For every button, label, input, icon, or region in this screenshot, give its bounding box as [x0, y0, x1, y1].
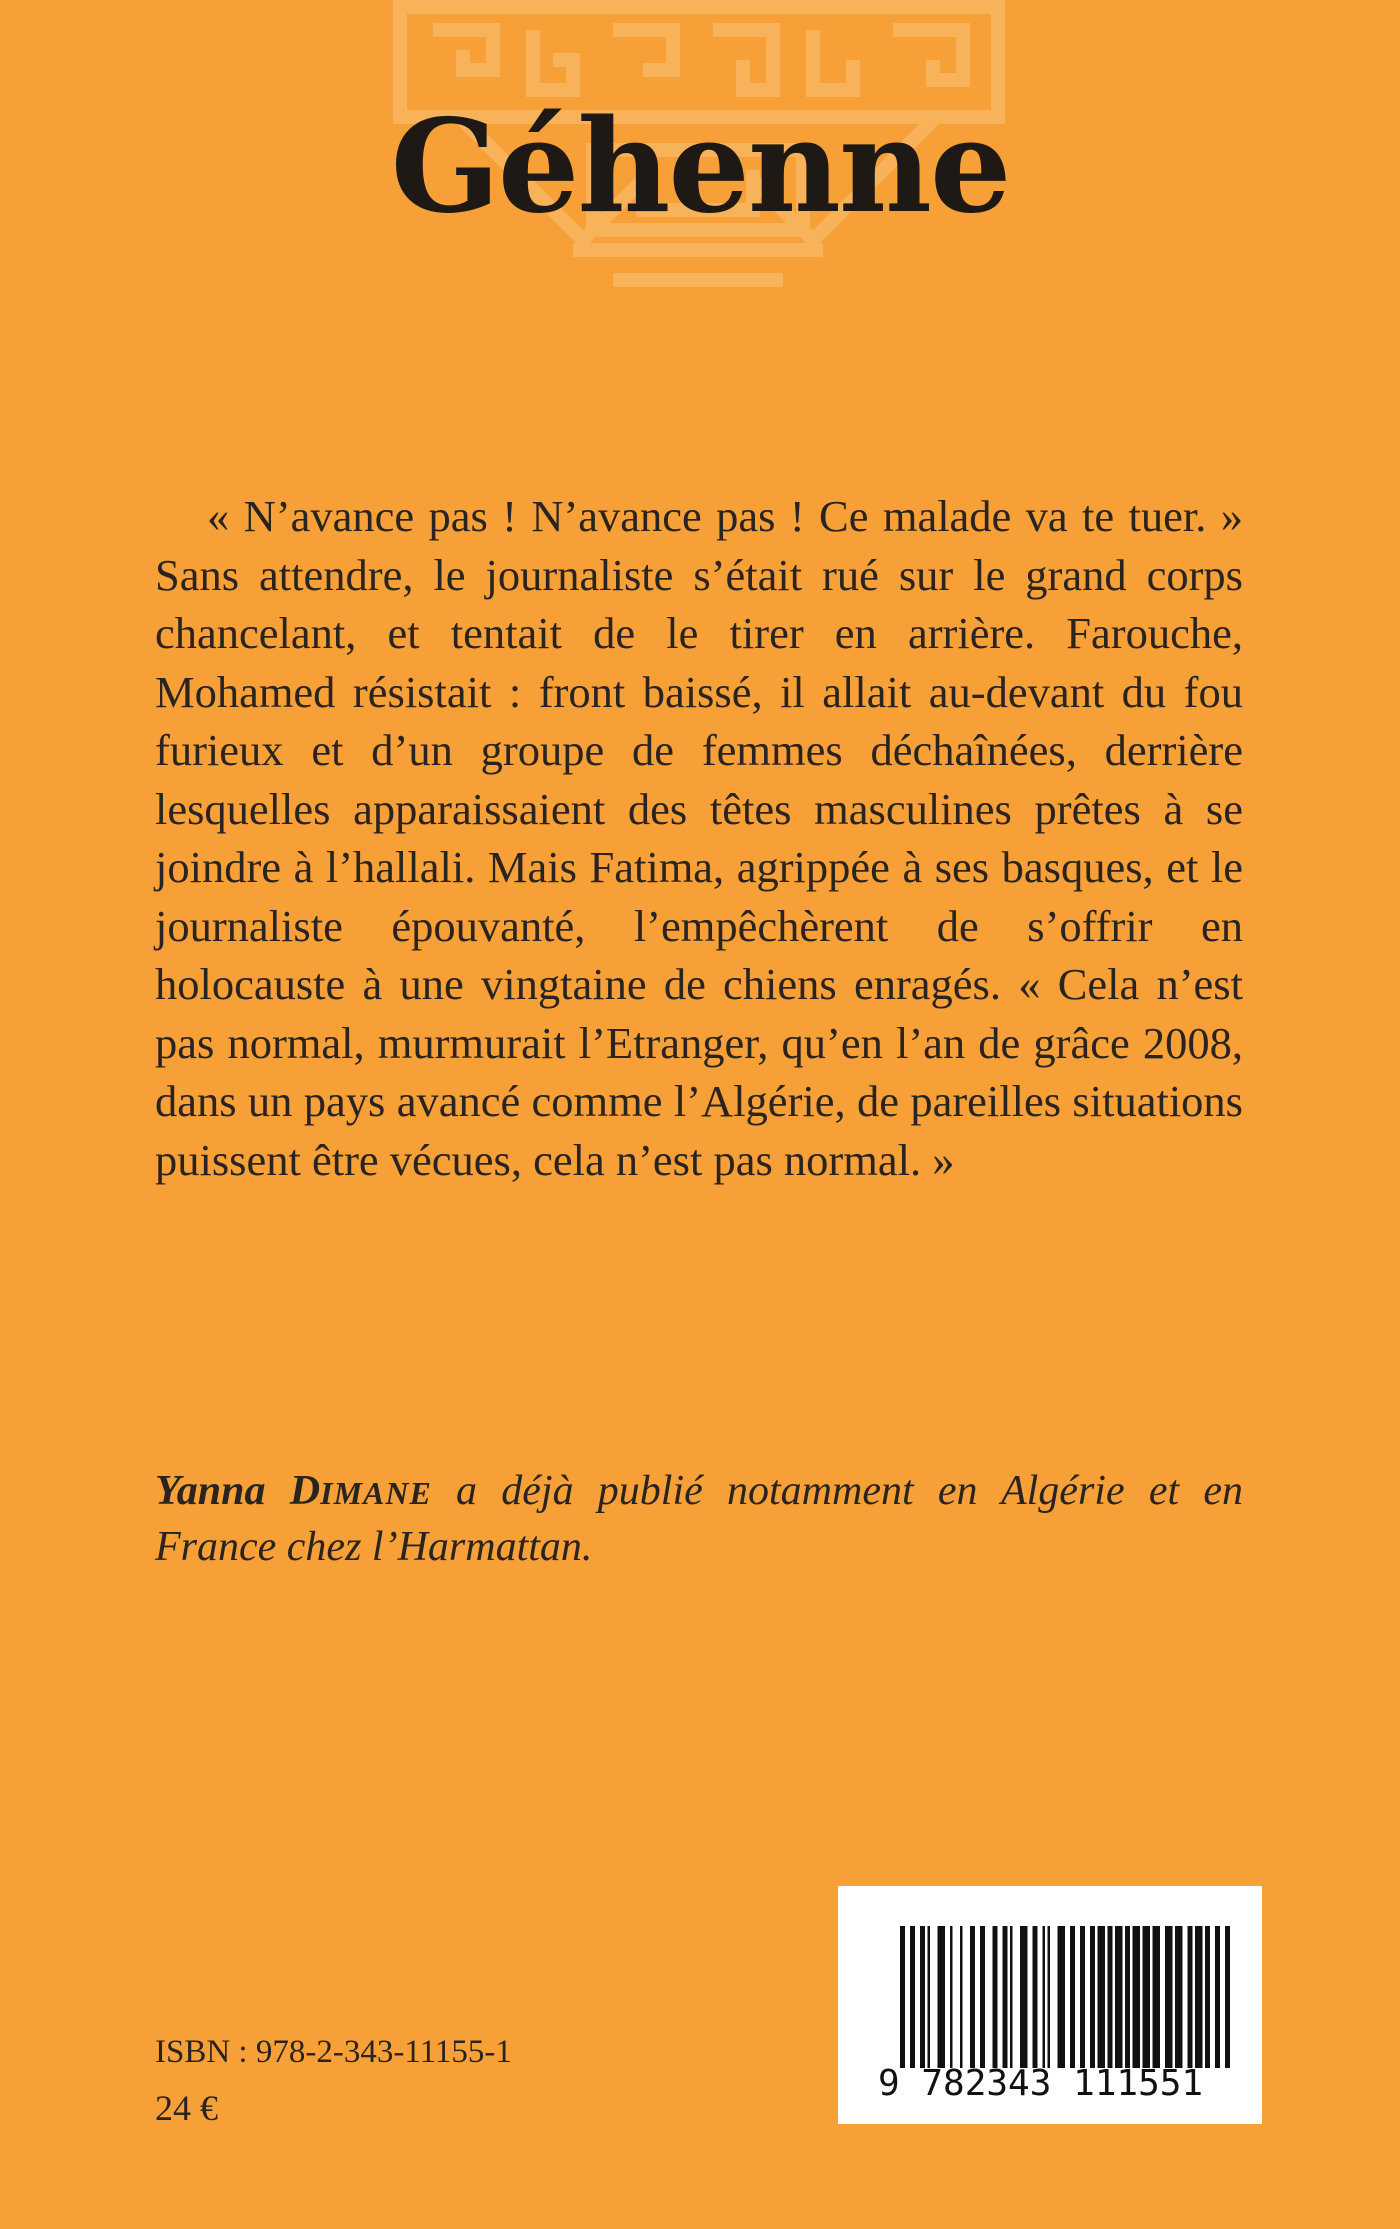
barcode-bar: [1108, 1926, 1113, 2068]
barcode-bar: [1165, 1926, 1173, 2068]
barcode-bar: [1003, 1926, 1008, 2068]
barcode-bar: [1188, 1926, 1193, 2068]
barcode-bar: [1125, 1926, 1130, 2068]
barcode-bar: [1115, 1926, 1123, 2068]
author-note: [155, 1464, 1243, 1574]
barcode-bar: [1205, 1926, 1210, 2068]
barcode-bar: [1058, 1926, 1066, 2068]
barcode-bar: [970, 1926, 975, 2068]
barcode-bar: [1033, 1926, 1038, 2068]
barcode-bar: [960, 1926, 963, 2068]
barcode-bar: [1070, 1926, 1075, 2068]
back-cover-blurb: [155, 487, 1243, 1189]
isbn-label: ISBN : 978-2-343-11155-1: [155, 2034, 512, 2070]
barcode-bar: [1098, 1926, 1106, 2068]
barcode-bar: [1010, 1926, 1013, 2068]
barcode-bar: [1175, 1926, 1183, 2068]
barcode-bar: [1143, 1926, 1151, 2068]
barcode-bar: [1090, 1926, 1095, 2068]
barcode-bar: [910, 1926, 915, 2068]
barcode-bar: [900, 1926, 905, 2068]
barcode-bar: [938, 1926, 946, 2068]
barcode-bar: [1080, 1926, 1085, 2068]
barcode-bar: [1225, 1926, 1230, 2068]
barcode-bar: [1195, 1926, 1203, 2068]
barcode-bar: [920, 1926, 925, 2068]
barcode-bar: [1153, 1926, 1161, 2068]
barcode-bar: [1043, 1926, 1046, 2068]
barcode-bar: [950, 1926, 953, 2068]
barcode-bar: [1133, 1926, 1141, 2068]
book-title: Géhenne: [390, 92, 1010, 242]
barcode-bar: [1048, 1926, 1051, 2068]
barcode-bar: [928, 1926, 931, 2068]
barcode-bar: [993, 1926, 998, 2068]
barcode-bar: [1215, 1926, 1220, 2068]
barcode: [838, 1886, 1262, 2124]
author-first-name: Yanna: [155, 1468, 266, 1514]
barcode-digits: 9 782343 111551: [878, 2063, 1204, 2104]
barcode-bar: [1020, 1926, 1028, 2068]
barcode-bar: [980, 1926, 985, 2068]
author-last-name-rest: IMANE: [320, 1475, 432, 1511]
author-bio: a déjà publié notamment en Algérie et en France chez l’Harmattan.: [155, 1468, 1244, 1570]
author-last-name-initial: D: [289, 1468, 321, 1514]
blurb-paragraph: « N’avance pas ! N’avance pas ! Ce malade va te tuer. » Sans attendre, le journaliste s’était rué sur le grand corps chancelant, et tentait de le tirer en arrière. Farouche, Mohamed résistait : front baissé, il allait au-devant du fou furieux et d’un groupe de femmes déchaînées, derrière lesquelles apparaissaient des têtes masculines prêtes à se joindre à l’hallali. Mais Fatima, agrippée à ses basques, et le journaliste épouvanté, l’empêchèrent de s’offrir en holocauste à une vingtaine de chiens enragés. « Cela n’est pas normal, murmurait l’Etranger, qu’en l’an de grâce 2008, dans un pays avancé comme l’Algérie, de pareilles situations puissent être vécues, cela n’est pas normal. »: [155, 491, 1243, 1185]
price-label: 24 €: [155, 2088, 218, 2128]
